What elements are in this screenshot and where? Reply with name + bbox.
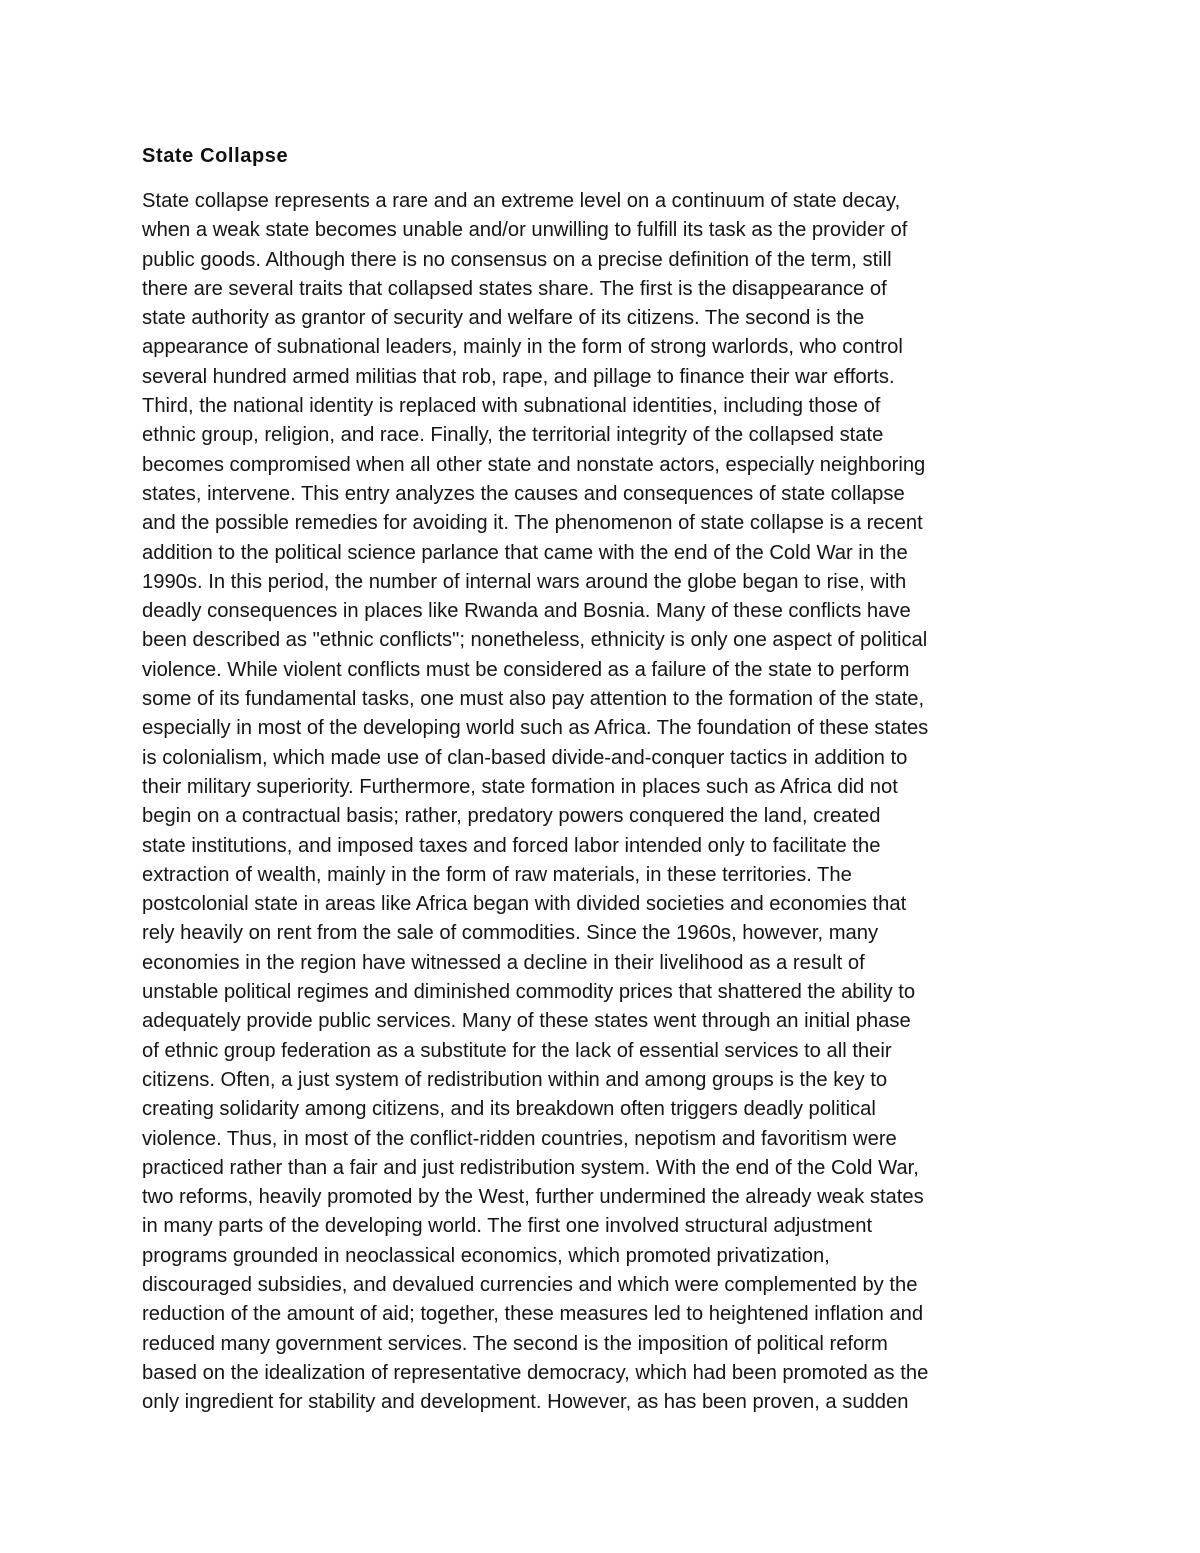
text-line: Third, the national identity is replaced with subnational identities, including those of xyxy=(142,395,881,418)
text-line: several hundred armed militias that rob, rape, and pillage to finance their war efforts. xyxy=(142,365,895,388)
text-line: discouraged subsidies, and devalued currencies and which were complemented by the xyxy=(142,1273,918,1296)
text-line: addition to the political science parlance that came with the end of the Cold War in the xyxy=(142,541,908,564)
text-line: extraction of wealth, mainly in the form of raw materials, in these territories. The xyxy=(142,863,852,886)
text-line: only ingredient for stability and development. However, as has been proven, a sudden xyxy=(142,1391,909,1414)
text-line: when a weak state becomes unable and/or unwilling to fulfill its task as the provider of xyxy=(142,219,908,242)
text-line: creating solidarity among citizens, and its breakdown often triggers deadly political xyxy=(142,1098,876,1121)
text-line: postcolonial state in areas like Africa began with divided societies and economies that xyxy=(142,893,907,916)
text-line: reduced many government services. The second is the imposition of political reform xyxy=(142,1332,888,1355)
text-line: appearance of subnational leaders, mainly in the form of strong warlords, who control xyxy=(142,336,903,359)
text-line: public goods. Although there is no consensus on a precise definition of the term, still xyxy=(142,248,892,271)
text-line: state institutions, and imposed taxes and forced labor intended only to facilitate the xyxy=(142,834,881,857)
text-line: and the possible remedies for avoiding it. The phenomenon of state collapse is a recent xyxy=(142,512,923,535)
text-line: rely heavily on rent from the sale of commodities. Since the 1960s, however, many xyxy=(142,922,879,945)
text-line: citizens. Often, a just system of redistribution within and among groups is the key to xyxy=(142,1068,888,1091)
text-line: been described as "ethnic conflicts"; nonetheless, ethnicity is only one aspect of political xyxy=(142,629,928,652)
document-title: State Collapse xyxy=(142,145,289,167)
text-line: two reforms, heavily promoted by the West, further undermined the already weak states xyxy=(142,1186,924,1209)
text-line: there are several traits that collapsed states share. The first is the disappearance of xyxy=(142,277,887,300)
text-line: economies in the region have witnessed a decline in their livelihood as a result of xyxy=(142,951,865,974)
text-line: of ethnic group federation as a substitute for the lack of essential services to all their xyxy=(142,1039,892,1062)
text-line: begin on a contractual basis; rather, predatory powers conquered the land, created xyxy=(142,805,881,828)
text-line: in many parts of the developing world. The first one involved structural adjustment xyxy=(142,1215,873,1238)
text-line: ethnic group, religion, and race. Finally, the territorial integrity of the collapsed state xyxy=(142,424,884,447)
text-line: based on the idealization of representative democracy, which had been promoted as the xyxy=(142,1361,929,1384)
text-line: programs grounded in neoclassical economics, which promoted privatization, xyxy=(142,1244,830,1267)
text-line: especially in most of the developing world such as Africa. The foundation of these states xyxy=(142,717,929,740)
text-line: deadly consequences in places like Rwanda and Bosnia. Many of these conflicts have xyxy=(142,600,911,623)
text-line: is colonialism, which made use of clan-based divide-and-conquer tactics in addition to xyxy=(142,746,908,769)
text-line: practiced rather than a fair and just redistribution system. With the end of the Cold War, xyxy=(142,1156,919,1179)
text-line: violence. Thus, in most of the conflict-ridden countries, nepotism and favoritism were xyxy=(142,1127,897,1150)
text-line: states, intervene. This entry analyzes the causes and consequences of state collapse xyxy=(142,482,905,505)
text-line: some of its fundamental tasks, one must also pay attention to the formation of the state, xyxy=(142,688,925,711)
text-line: State collapse represents a rare and an extreme level on a continuum of state decay, xyxy=(142,190,901,212)
text-line: adequately provide public services. Many of these states went through an initial phase xyxy=(142,1010,911,1033)
text-line: state authority as grantor of security and welfare of its citizens. The second is the xyxy=(142,307,865,330)
body-paragraph xyxy=(142,187,1082,1417)
text-line: reduction of the amount of aid; together, these measures led to heightened inflation and xyxy=(142,1303,924,1326)
text-line: their military superiority. Furthermore, state formation in places such as Africa did not xyxy=(142,775,898,798)
text-line: 1990s. In this period, the number of internal wars around the globe began to rise, with xyxy=(142,570,907,593)
text-line: unstable political regimes and diminished commodity prices that shattered the ability to xyxy=(142,981,916,1004)
text-line: becomes compromised when all other state and nonstate actors, especially neighboring xyxy=(142,453,926,476)
text-line: violence. While violent conflicts must be considered as a failure of the state to perform xyxy=(142,658,910,681)
